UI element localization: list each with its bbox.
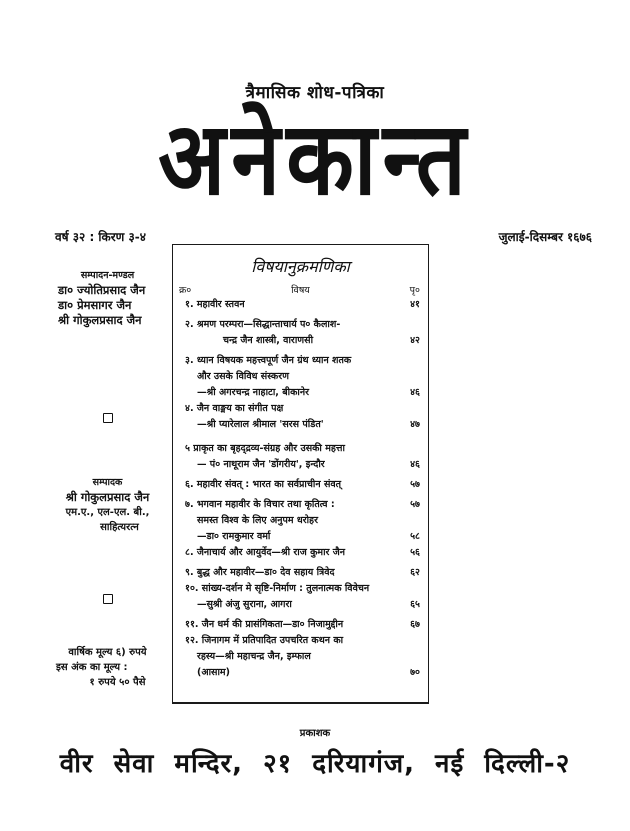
- entry-line: —डा० रामकुमार वर्मा: [197, 531, 271, 542]
- entry-line: २. श्रमण परम्परा—सिद्धान्ताचार्य प० कैलाश-: [185, 319, 341, 330]
- entry-page: ६५: [410, 599, 420, 610]
- board-member: डा० ज्योतिप्रसाद जैन: [58, 283, 146, 297]
- editor-degrees: एम.ए., एल-एल. बी.,: [65, 507, 150, 518]
- contents-entry: [173, 441, 428, 473]
- entry-line: — पं० नाथूराम जैन 'डोंगरीय', इन्दौर: [197, 459, 325, 470]
- board-member: श्री गोकुलप्रसाद जैन: [58, 313, 142, 327]
- entry-line: ३. ध्यान विषयक महत्त्वपूर्ण जैन ग्रंथ ध्यान शतक: [185, 355, 352, 366]
- entry-page: ५८: [410, 531, 420, 542]
- separator-square-icon: [40, 408, 175, 427]
- contents-entry: [173, 581, 428, 613]
- entry-line: (आसाम): [197, 667, 230, 678]
- annual-price: वार्षिक मूल्य ६) रुपये: [68, 647, 147, 658]
- issue-price-value: १ रुपये ५० पैसे: [89, 677, 146, 688]
- contents-entry: [173, 353, 428, 401]
- entry-line: ७. भगवान महावीर के विचार तथा कृतित्व :: [185, 499, 335, 510]
- entry-line: चन्द्र जैन शास्त्री, वाराणसी: [223, 335, 314, 346]
- entry-page: ६२: [410, 567, 420, 578]
- entry-line: ५ प्राकृत का बृहद्द्रव्य-संग्रह और उसकी महत्ता: [185, 443, 345, 454]
- column-subject: विषय: [291, 285, 310, 296]
- entry-line: —श्री प्यारेलाल श्रीमाल 'सरस पंडित': [197, 419, 324, 430]
- issue-volume: वर्ष ३२ : किरण ३-४: [55, 230, 146, 244]
- entry-line: और उसके विविध संस्करण: [197, 371, 289, 382]
- issue-date: जुलाई-दिसम्बर १६७६: [498, 230, 592, 244]
- journal-subtitle: त्रैमासिक शोध-पत्रिका: [245, 83, 385, 103]
- price-block: [40, 645, 175, 690]
- contents-entry: [173, 497, 428, 513]
- contents-entry: [173, 545, 428, 561]
- contents-entry: [173, 513, 428, 545]
- entry-page: ७०: [410, 667, 420, 678]
- entry-line: ४. जैन वाङ्मय का संगीत पक्ष: [185, 403, 284, 414]
- contents-entry: [173, 401, 428, 433]
- entry-page: ४१: [410, 299, 420, 310]
- contents-entry: [173, 633, 428, 681]
- contents-column-headers: [173, 277, 428, 297]
- entry-line: ९. बुद्ध और महावीर—डा० देव सहाय त्रिवेद: [185, 567, 335, 578]
- entry-line: ८. जैनाचार्य और आयुर्वेद—श्री राज कुमार जैन: [185, 547, 346, 558]
- board-member: डा० प्रेमसागर जैन: [58, 298, 132, 312]
- editorial-board: [40, 268, 175, 328]
- table-of-contents: [172, 244, 429, 704]
- publisher-address: वीर सेवा मन्दिर, २१ दरियागंज, नई दिल्ली-२: [59, 749, 571, 779]
- separator-square-icon: [40, 589, 175, 608]
- entry-line: १०. सांख्य-दर्शन मे सृष्टि-निर्माण : तुलनात्मक विवेचन: [185, 583, 370, 594]
- editor-heading: सम्पादक: [92, 477, 123, 488]
- entry-page: ५७: [410, 479, 420, 490]
- entry-page: ४७: [410, 419, 420, 430]
- entry-line: १२. जिनागम में प्रतिपादित उपचरित कथन का: [185, 635, 344, 646]
- entry-line: —सुश्री अंजु सुराना, आगरा: [197, 599, 292, 610]
- contents-entry: [173, 565, 428, 581]
- entry-page: ४२: [410, 335, 420, 346]
- entry-line: ११. जैन धर्म की प्रासंगिकता—डा० निजामुद्दीन: [185, 619, 344, 630]
- contents-entry: [173, 317, 428, 349]
- editor-title: साहित्यरत्न: [100, 522, 139, 533]
- entry-page: ५७: [410, 499, 420, 510]
- contents-entry: [173, 297, 428, 313]
- editor-block: [40, 475, 175, 535]
- editor-name: श्री गोकुलप्रसाद जैन: [65, 490, 150, 504]
- editorial-board-heading: सम्पादन-मण्डल: [80, 270, 135, 281]
- entry-line: ६. महावीर संवत् : भारत का सर्वप्राचीन संवत्: [185, 479, 342, 490]
- column-page: पृ०: [409, 285, 420, 296]
- column-serial: क्र०: [179, 285, 192, 296]
- entry-page: ६७: [410, 619, 420, 630]
- publisher-label: प्रकाशक: [299, 728, 331, 739]
- entry-page: ४६: [410, 387, 420, 398]
- entry-line: समस्त विश्व के लिए अनुपम धरोहर: [197, 515, 318, 526]
- contents-title: विषयानुक्रमणिका: [251, 257, 350, 276]
- journal-masthead: अनेकान्त: [158, 98, 472, 218]
- contents-entry: [173, 477, 428, 493]
- entry-line: १. महावीर स्तवन: [185, 299, 245, 310]
- entry-page: ४६: [410, 459, 420, 470]
- entry-page: ५६: [410, 547, 420, 558]
- issue-price-label: इस अंक का मूल्य :: [56, 662, 128, 673]
- contents-entry: [173, 617, 428, 633]
- entry-line: —श्री अगरचन्द्र नाहाटा, बीकानेर: [197, 387, 310, 398]
- entry-line: रहस्य—श्री महाचन्द्र जैन, इम्फाल: [197, 651, 311, 662]
